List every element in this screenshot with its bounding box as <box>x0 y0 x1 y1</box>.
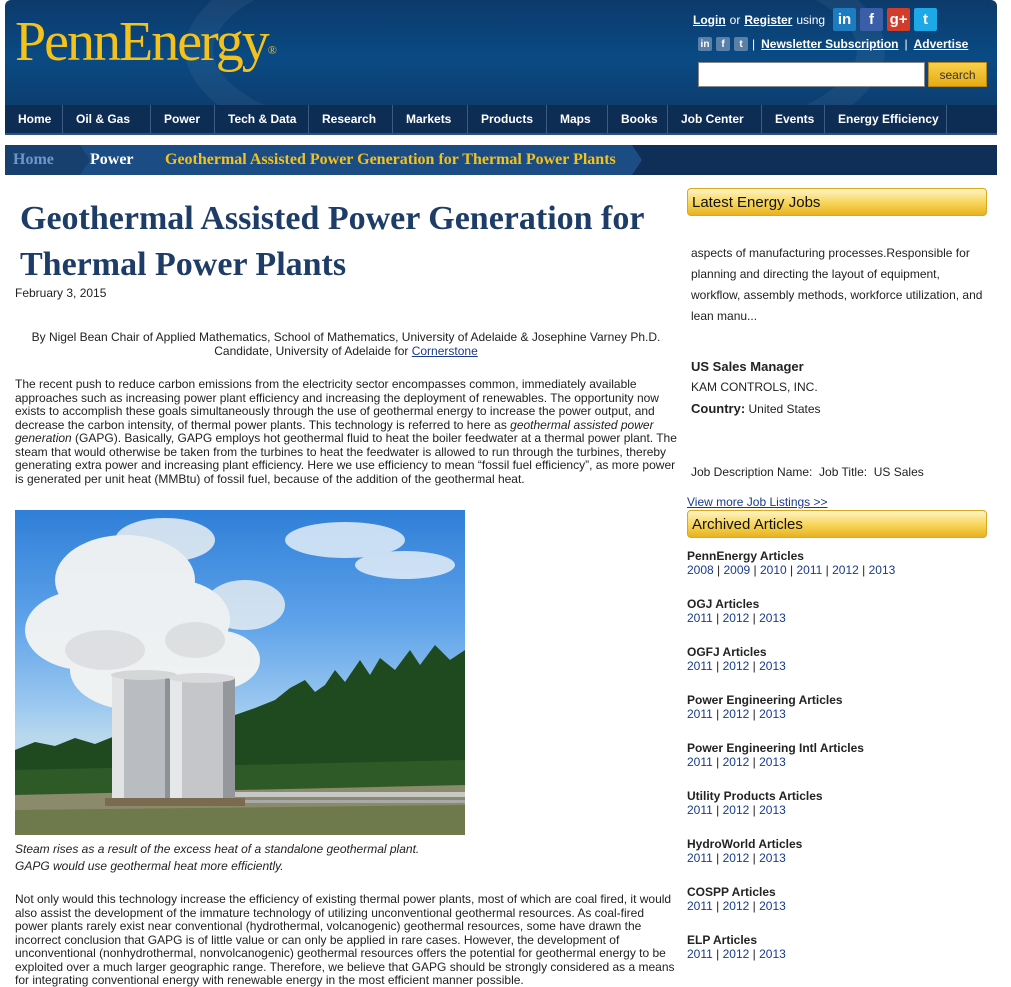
archive-group-title: Power Engineering Articles <box>687 693 843 707</box>
archive-year-link[interactable]: 2011 <box>687 659 713 673</box>
separator: | <box>749 899 760 913</box>
archive-group <box>687 597 987 625</box>
archive-group-title: HydroWorld Articles <box>687 837 803 851</box>
article-date: February 3, 2015 <box>15 286 107 300</box>
archive-years <box>687 659 987 673</box>
archive-year-link[interactable]: 2013 <box>759 611 786 625</box>
breadcrumb-current: Geothermal Assisted Power Generation for Thermal Power Plants <box>155 145 632 175</box>
archive-year-link[interactable]: 2011 <box>687 947 713 961</box>
nav-item-home[interactable]: Home <box>5 105 63 133</box>
separator: | <box>749 947 760 961</box>
separator: | <box>752 37 756 51</box>
jobs-listing-box[interactable] <box>691 243 991 496</box>
archive-group <box>687 693 987 721</box>
archive-year-link[interactable]: 2012 <box>722 707 750 721</box>
archive-year-link[interactable]: 2012 <box>722 803 750 817</box>
archive-group-title: OGJ Articles <box>687 597 760 611</box>
header-links <box>698 37 974 51</box>
search-input[interactable] <box>698 62 925 87</box>
separator: | <box>904 37 908 51</box>
register-link[interactable]: Register <box>744 12 793 27</box>
view-more-jobs-link[interactable]: View more Job Listings >> <box>687 495 828 509</box>
archive-year-link[interactable]: 2013 <box>759 851 786 865</box>
archive-year-link[interactable]: 2011 <box>796 563 823 577</box>
separator: | <box>749 611 760 625</box>
pennenergy-logo[interactable]: PennEnergy® <box>15 11 277 73</box>
login-link[interactable]: Login <box>693 12 726 27</box>
nav-item-maps[interactable]: Maps <box>547 105 608 133</box>
archive-year-link[interactable]: 2013 <box>759 803 786 817</box>
archive-year-link[interactable]: 2011 <box>687 851 713 865</box>
separator: | <box>712 851 723 865</box>
separator: | <box>749 755 760 769</box>
main-nav <box>5 105 997 135</box>
byline-text: By Nigel Bean Chair of Applied Mathematics, School of Mathematics, University of Adelaide & Josephine Varney Ph.D. Candidate, University of Adelaide for <box>31 330 661 358</box>
linkedin-icon[interactable]: in <box>698 37 712 51</box>
separator: | <box>749 803 760 817</box>
separator: | <box>712 755 723 769</box>
archive-group <box>687 885 987 913</box>
archive-year-link[interactable]: 2011 <box>687 707 713 721</box>
advertise-link[interactable]: Advertise <box>913 37 969 51</box>
article-title: Geothermal Assisted Power Generation for Thermal Power Plants <box>20 200 644 283</box>
separator: | <box>786 563 797 577</box>
archive-years <box>687 899 987 913</box>
archive-group <box>687 645 987 673</box>
separator: | <box>858 563 869 577</box>
archived-articles-heading: Archived Articles <box>687 510 987 538</box>
nav-item-power[interactable]: Power <box>151 105 215 133</box>
separator: | <box>712 659 723 673</box>
separator: | <box>713 563 724 577</box>
separator: | <box>822 563 833 577</box>
linkedin-login-icon[interactable]: in <box>833 8 856 31</box>
archive-year-link[interactable]: 2013 <box>759 947 786 961</box>
archive-years <box>687 851 987 865</box>
nav-item-products[interactable]: Products <box>468 105 547 133</box>
breadcrumb-power[interactable]: Power <box>80 145 155 175</box>
archive-group <box>687 837 987 865</box>
job-description: Job Description Name: Job Title: US Sales <box>691 465 924 479</box>
separator: | <box>712 611 723 625</box>
separator: | <box>712 899 723 913</box>
archive-year-link[interactable]: 2009 <box>723 563 751 577</box>
nav-item-tech-data[interactable]: Tech & Data <box>215 105 309 133</box>
separator: | <box>712 707 723 721</box>
google-plus-login-icon[interactable]: g+ <box>887 8 910 31</box>
job-company: KAM CONTROLS, INC. <box>691 380 818 394</box>
twitter-icon[interactable]: t <box>734 37 748 51</box>
archive-group-title: OGFJ Articles <box>687 645 767 659</box>
archive-years <box>687 707 987 721</box>
site-header <box>5 0 997 105</box>
photo-caption: Steam rises as a result of the excess heat of a standalone geothermal plant. GAPG would use geothermal heat more efficiently. <box>15 842 420 873</box>
archive-years <box>687 611 987 625</box>
separator: | <box>712 803 723 817</box>
search-button[interactable]: search <box>928 62 987 87</box>
nav-item-oil-gas[interactable]: Oil & Gas <box>63 105 151 133</box>
archive-years <box>687 563 987 577</box>
nav-item-events[interactable]: Events <box>762 105 825 133</box>
separator: | <box>712 947 723 961</box>
nav-item-books[interactable]: Books <box>608 105 668 133</box>
nav-item-job-center[interactable]: Job Center <box>668 105 762 133</box>
archive-year-link[interactable]: 2013 <box>759 899 786 913</box>
latest-energy-jobs-heading: Latest Energy Jobs <box>687 188 987 216</box>
archive-year-link[interactable]: 2013 <box>868 563 896 577</box>
archive-year-link[interactable]: 2012 <box>722 947 750 961</box>
nav-item-energy-efficiency[interactable]: Energy Efficiency <box>825 105 947 133</box>
separator: | <box>749 707 760 721</box>
archive-group <box>687 741 987 769</box>
archive-year-link[interactable]: 2012 <box>722 851 750 865</box>
using-text: using <box>796 12 826 27</box>
geothermal-plant-illustration <box>15 510 465 835</box>
archive-group-title: PennEnergy Articles <box>687 549 804 563</box>
archive-year-link[interactable]: 2011 <box>687 755 713 769</box>
archive-year-link[interactable]: 2012 <box>722 611 750 625</box>
archive-year-link[interactable]: 2010 <box>760 563 787 577</box>
article-byline <box>15 330 677 358</box>
archive-year-link[interactable]: 2012 <box>722 659 750 673</box>
archive-group <box>687 789 987 817</box>
newsletter-subscription-link[interactable]: Newsletter Subscription <box>761 37 899 51</box>
job-snippet: aspects of manufacturing processes.Responsible for planning and directing the layout of equipment, workflow, assembly methods, workforce utilization, and lean manu... <box>691 246 983 323</box>
job-title-link[interactable]: US Sales Manager <box>691 359 804 374</box>
twitter-login-icon[interactable]: t <box>914 8 937 31</box>
archive-year-link[interactable]: 2012 <box>722 899 750 913</box>
login-bar <box>693 8 937 31</box>
job-country: Country: United States <box>691 401 821 416</box>
archive-year-link[interactable]: 2012 <box>832 563 859 577</box>
archive-years <box>687 803 987 817</box>
archive-group <box>687 549 987 577</box>
archive-group-title: COSPP Articles <box>687 885 776 899</box>
breadcrumb <box>5 145 997 175</box>
archive-group <box>687 933 987 961</box>
separator: | <box>749 851 760 865</box>
nav-item-research[interactable]: Research <box>309 105 393 133</box>
archive-year-link[interactable]: 2011 <box>687 611 713 625</box>
archive-year-link[interactable]: 2008 <box>687 563 714 577</box>
separator: | <box>749 659 760 673</box>
archive-years <box>687 947 987 961</box>
archive-year-link[interactable]: 2011 <box>687 899 713 913</box>
archive-group-title: ELP Articles <box>687 933 758 947</box>
archive-year-link[interactable]: 2011 <box>687 803 713 817</box>
nav-item-markets[interactable]: Markets <box>393 105 468 133</box>
archive-year-link[interactable]: 2013 <box>759 707 786 721</box>
breadcrumb-home[interactable]: Home <box>5 145 80 175</box>
separator: | <box>750 563 760 577</box>
archive-years <box>687 755 987 769</box>
article-paragraph-1: The recent push to reduce carbon emissions from the electricity sector encompasses common, immediately available approaches such as increasing power plant efficiency and increasing the deployment of renewables. The opportunity now exists to accomplish these goals simultaneously through the use of geothermal energy to increase the power output, and decrease the carbon intensity, of thermal power plants. This technology is referred to here as geothermal assisted power generation (GAPG). Basically, GAPG employs hot geothermal fluid to heat the boiler feedwater at a thermal power plant. The steam that would otherwise be taken from the turbines to heat the feedwater is allowed to run through the turbines, thereby generating extra power and increasing plant efficiency. Here we use efficiency to mean “fossil fuel efficiency”, as more power is generated per unit heat (MMBtu) of fossil fuel, because of the addition of the geothermal heat. <box>15 377 677 486</box>
article-paragraph-2: Not only would this technology increase the efficiency of existing thermal power plants, most of which are coal fired, it would also assist the development of the immature technology of utilizing unconventional geothermal resources. As coal-fired power plants rarely exist near conventional (hydrothermal, volcanogenic) geothermal resources, some have drawn the incorrect conclusion that GAPG is of little value or can only be applied in rare cases. However, the development of unconventional (nonhydrothermal, nonvolcanogenic) geothermal resources offers the potential for geothermal energy to be exploited over a much larger geographic range. Therefore, we believe that GAPG should be strongly considered as a means for integrating conventional energy with renewable energy in the most efficient manner possible. <box>15 892 675 987</box>
archive-year-link[interactable]: 2012 <box>722 755 750 769</box>
facebook-login-icon[interactable]: f <box>860 8 883 31</box>
cornerstone-link[interactable]: Cornerstone <box>411 344 478 358</box>
facebook-icon[interactable]: f <box>716 37 730 51</box>
archive-group-title: Power Engineering Intl Articles <box>687 741 864 755</box>
archive-year-link[interactable]: 2013 <box>759 755 786 769</box>
geothermal-plant-photo <box>15 510 465 835</box>
archive-group-title: Utility Products Articles <box>687 789 823 803</box>
or-text: or <box>729 12 741 27</box>
archive-year-link[interactable]: 2013 <box>759 659 786 673</box>
